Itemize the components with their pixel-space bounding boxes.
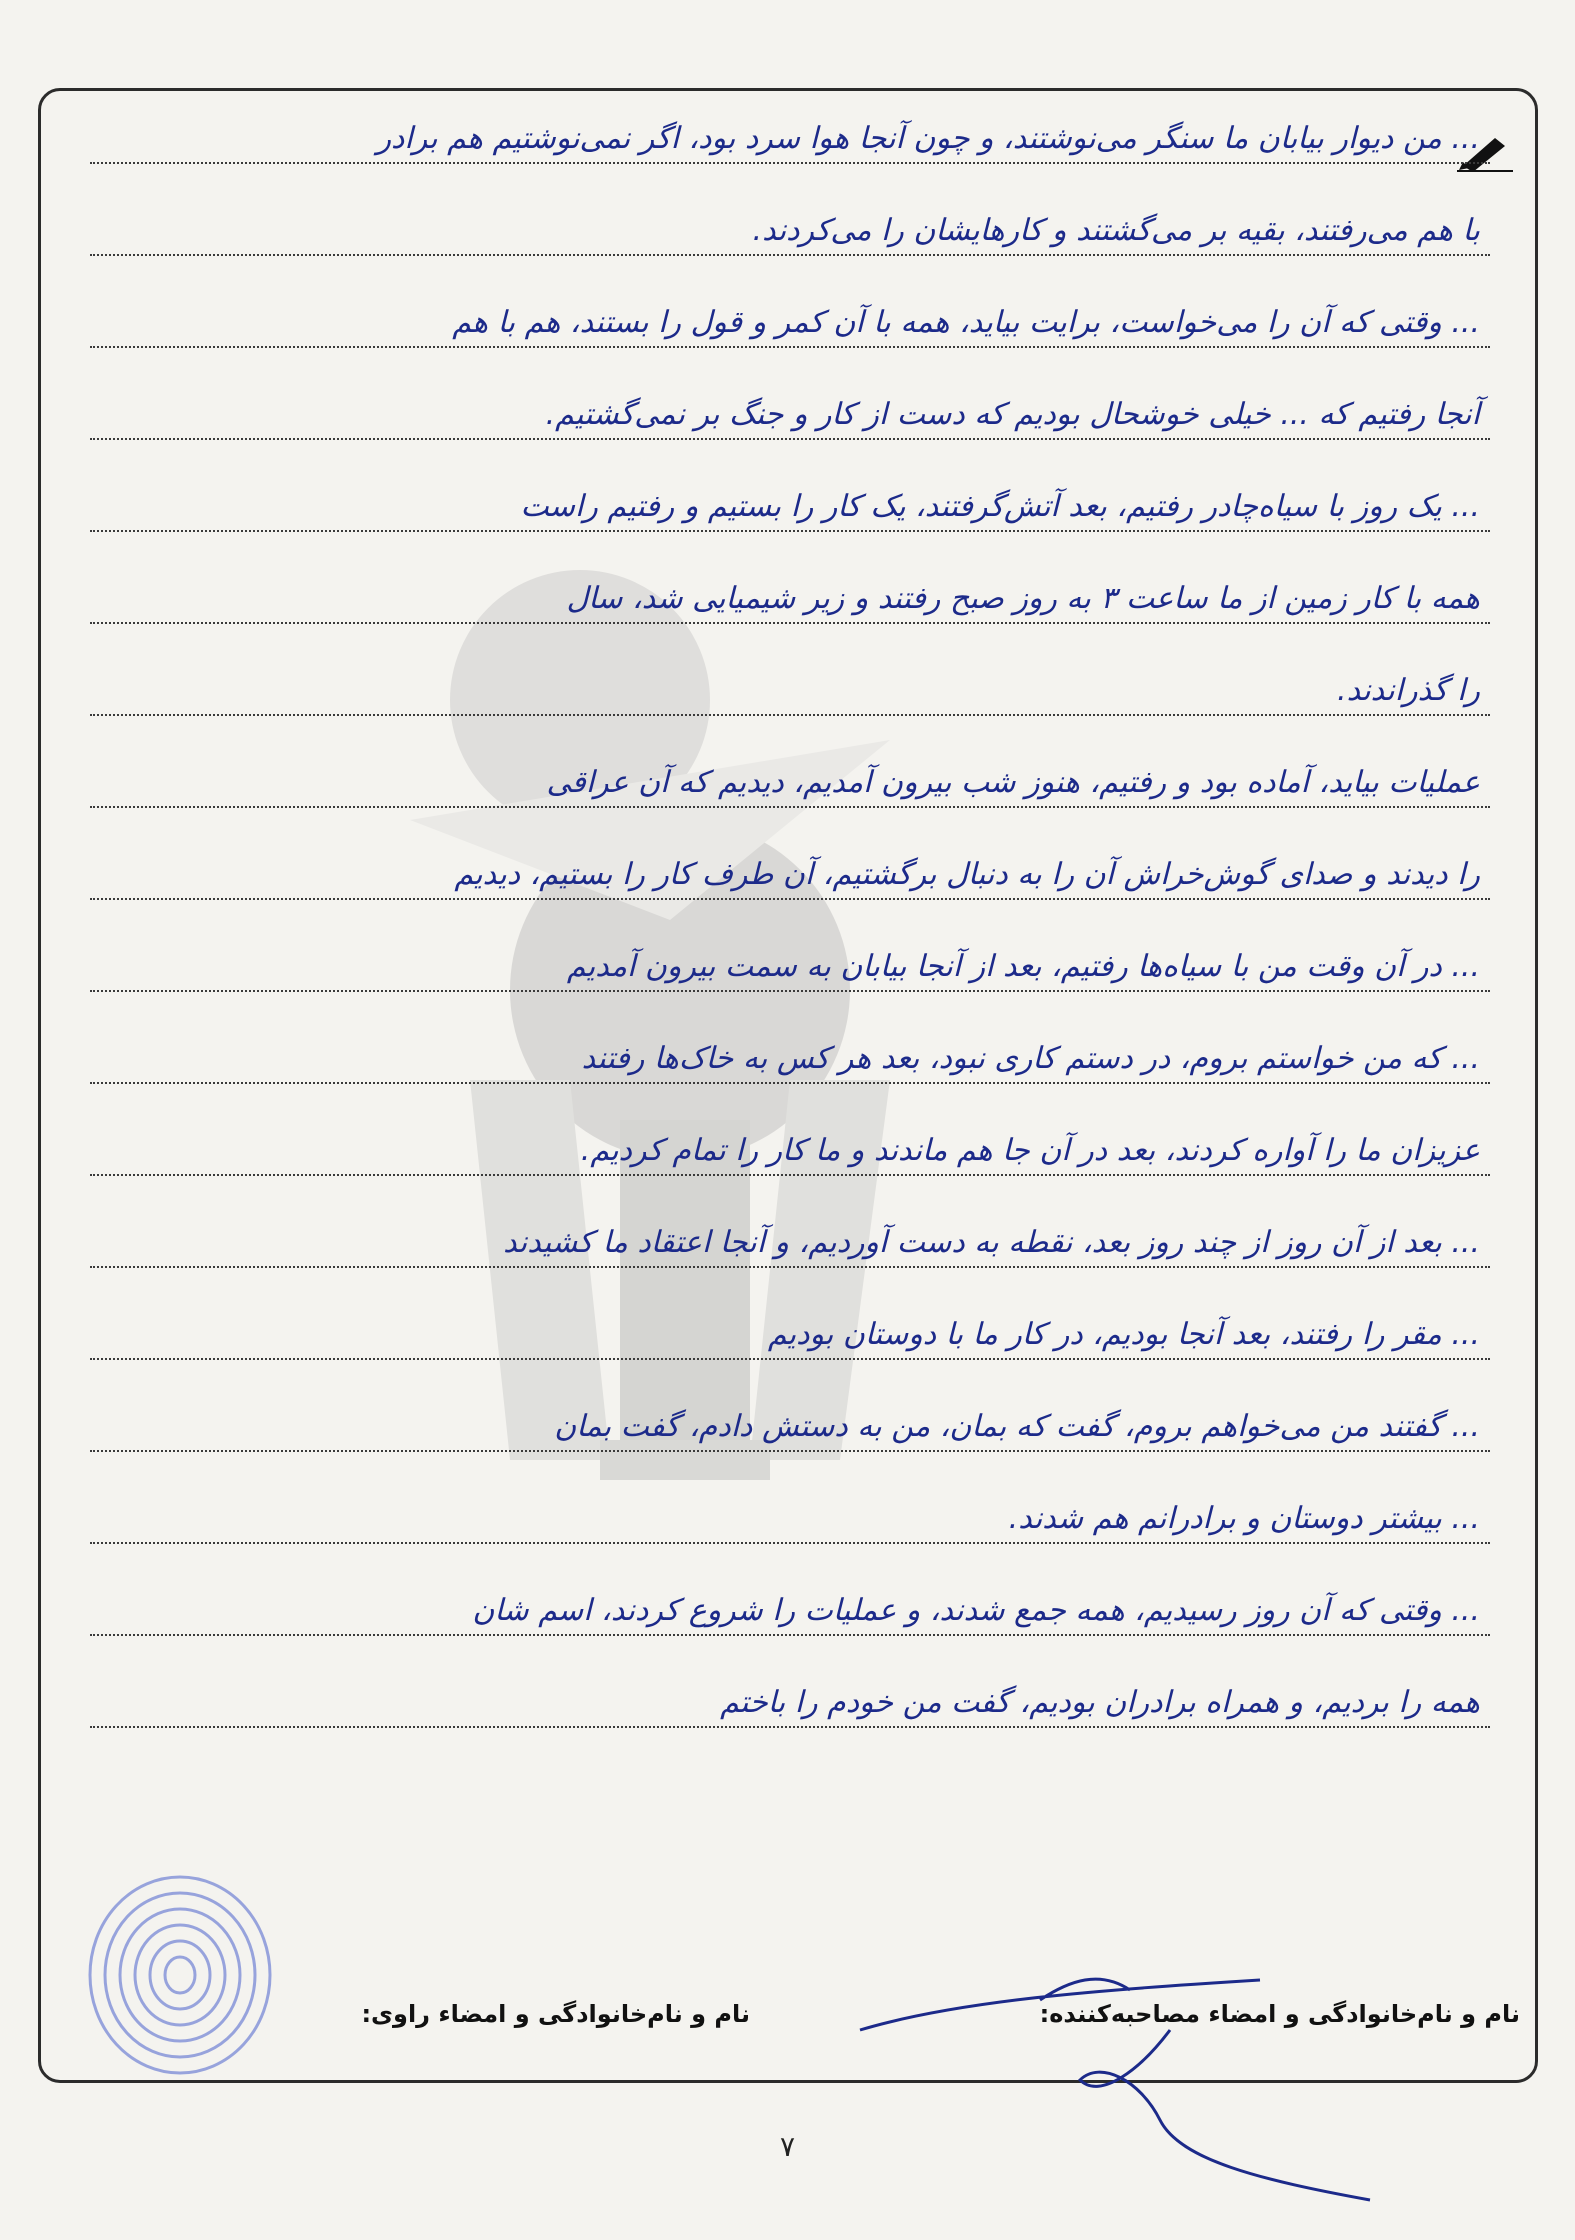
line-text: ... بیشتر دوستان و برادرانم هم شدند.	[1008, 1501, 1480, 1536]
line	[90, 1112, 1490, 1176]
line-text: ... در آن وقت من با سیاه‌ها رفتیم، بعد از آنجا بیابان به سمت بیرون آمدیم	[566, 949, 1480, 984]
line-text: با هم می‌رفتند، بقیه بر می‌گشتند و کارهایشان را می‌کردند.	[752, 213, 1480, 248]
line	[90, 468, 1490, 532]
narrator-signature-label: نام و نام‌خانوادگی و امضاء راوی:	[361, 2000, 750, 2028]
line-text: همه را بردیم، و همراه برادران بودیم، گفت من خودم را باختم	[720, 1685, 1480, 1720]
line-text: آنجا رفتیم که ... خیلی خوشحال بودیم که دست از کار و جنگ بر نمی‌گشتیم.	[545, 397, 1480, 432]
line-text: را گذراندند.	[1337, 673, 1480, 708]
line	[90, 1020, 1490, 1084]
line	[90, 1480, 1490, 1544]
line-text: ... مقر را رفتند، بعد آنجا بودیم، در کار ما با دوستان بودیم	[767, 1317, 1480, 1352]
line-text: ... بعد از آن روز از چند روز بعد، نقطه به دست آوردیم، و آنجا اعتقاد ما کشیدند	[503, 1225, 1480, 1260]
line	[90, 928, 1490, 992]
signature-icon	[840, 1960, 1380, 2210]
line-text: ... من دیوار بیابان ما سنگر می‌نوشتند، و چون آنجا هوا سرد بود، اگر نمی‌نوشتیم هم برادر	[376, 121, 1480, 156]
line-text: عزیزان ما را آواره کردند، بعد در آن جا هم ماندند و ما کار را تمام کردیم.	[580, 1133, 1480, 1168]
line	[90, 560, 1490, 624]
line	[90, 836, 1490, 900]
line-text: را دیدند و صدای گوش‌خراش آن را به دنبال برگشتیم، آن طرف کار را بستیم، دیدیم	[454, 857, 1480, 892]
line-text: ... یک روز با سیاه‌چادر رفتیم، بعد آتش‌گرفتند، یک کار را بستیم و رفتیم راست	[520, 489, 1480, 524]
line	[90, 1664, 1490, 1728]
page-number: ۷	[779, 2130, 796, 2163]
line	[90, 192, 1490, 256]
line	[90, 1572, 1490, 1636]
interviewer-signature-label: نام و نام‌خانوادگی و امضاء مصاحبه‌کننده:	[1039, 2000, 1520, 2028]
line	[90, 100, 1490, 164]
handwritten-lines	[90, 100, 1490, 1970]
footer	[60, 2000, 1520, 2050]
line-text: ... وقتی که آن را می‌خواست، برایت بیاید، همه با آن کمر و قول را بستند، هم با هم	[452, 305, 1480, 340]
line	[90, 652, 1490, 716]
line	[90, 1296, 1490, 1360]
line	[90, 284, 1490, 348]
line-text: ... که من خواستم بروم، در دستم کاری نبود، بعد هر کس به خاک‌ها رفتند	[581, 1041, 1480, 1076]
line	[90, 1204, 1490, 1268]
line-text: ... گفتند من می‌خواهم بروم، گفت که بمان، من به دستش دادم، گفت بمان	[554, 1409, 1480, 1444]
line-text: عملیات بیاید، آماده بود و رفتیم، هنوز شب بیرون آمدیم، دیدیم که آن عراقی	[546, 765, 1480, 800]
line	[90, 376, 1490, 440]
line-text: همه با کار زمین از ما ساعت ۳ به روز صبح رفتند و زیر شیمیایی شد، سال	[566, 581, 1480, 616]
line	[90, 744, 1490, 808]
line	[90, 1388, 1490, 1452]
line-text: ... وقتی که آن روز رسیدیم، همه جمع شدند، و عملیات را شروع کردند، اسم شان	[472, 1593, 1480, 1628]
